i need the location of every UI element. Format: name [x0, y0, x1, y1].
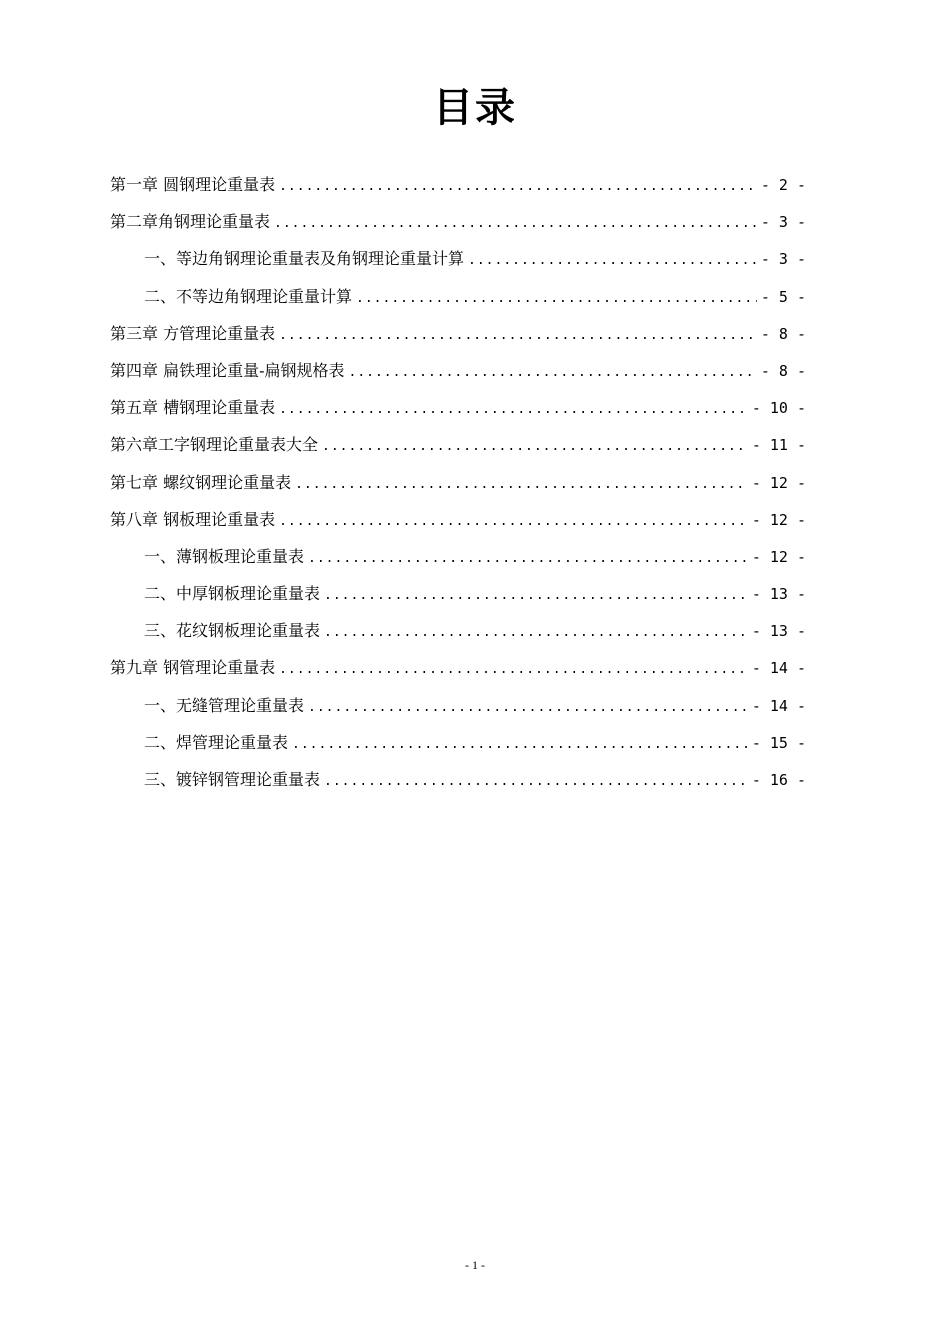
toc-entry-label: 第四章 扁铁理论重量-扁钢规格表 — [110, 360, 345, 380]
toc-dot-leader — [279, 391, 748, 428]
toc-dot-leader — [322, 428, 748, 465]
toc-entry-label: 三、镀锌钢管理论重量表 — [144, 770, 321, 789]
toc-dot-leader — [279, 503, 748, 540]
toc-entry-page: - 14 - — [751, 659, 806, 678]
toc-entry-page: - 5 - — [760, 287, 806, 306]
toc-entry-label: 一、无缝管理论重量表 — [144, 695, 305, 715]
toc-entry[interactable] — [110, 687, 806, 724]
toc-entry-label: 第七章 螺纹钢理论重量表 — [110, 472, 292, 492]
toc-entry[interactable] — [110, 166, 806, 203]
toc-dot-leader — [308, 540, 748, 577]
toc-entry[interactable] — [110, 426, 806, 463]
toc-dot-leader — [295, 466, 748, 503]
toc-entry-label: 第九章 钢管理论重量表 — [110, 658, 276, 678]
toc-entry-page: - 15 - — [751, 733, 806, 752]
toc-entry-label: 第二章角钢理论重量表 — [110, 212, 271, 232]
toc-entry[interactable] — [110, 538, 806, 575]
toc-entry[interactable] — [110, 240, 806, 277]
toc-entry-label: 第八章 钢板理论重量表 — [110, 509, 276, 529]
toc-entry[interactable] — [110, 649, 806, 686]
toc-entry-page: - 10 - — [751, 399, 806, 418]
toc-entry-page: - 13 - — [751, 622, 806, 641]
toc-dot-leader — [324, 614, 748, 651]
toc-entry[interactable] — [110, 724, 806, 761]
page-number-footer: - 1 - — [465, 1258, 485, 1272]
toc-entry-page: - 8 - — [760, 361, 806, 380]
toc-entry[interactable] — [110, 464, 806, 501]
toc-entry-label: 一、薄钢板理论重量表 — [144, 546, 305, 566]
toc-entry[interactable] — [110, 761, 806, 798]
toc-entry[interactable] — [110, 612, 806, 649]
toc-entry-page: - 12 - — [751, 473, 806, 492]
page-title: 目录 — [433, 85, 517, 131]
toc-entry-page: - 2 - — [760, 176, 806, 194]
toc-dot-leader — [279, 317, 757, 354]
toc-dot-leader — [274, 205, 757, 242]
toc-entry-page: - 12 - — [751, 547, 806, 566]
toc-entry-page: - 12 - — [751, 510, 806, 529]
toc-entry-page: - 13 - — [751, 585, 806, 604]
toc-entry-page: - 11 - — [751, 436, 806, 455]
toc-entry-label: 二、焊管理论重量表 — [144, 732, 289, 752]
toc-entry[interactable] — [110, 575, 806, 612]
toc-entry[interactable] — [110, 501, 806, 538]
toc-dot-leader — [324, 763, 748, 800]
toc-dot-leader — [292, 726, 748, 763]
toc-entry-page: - 8 - — [760, 324, 806, 343]
toc-dot-leader — [349, 354, 757, 391]
toc-entry-label: 第六章工字钢理论重量表大全 — [110, 435, 319, 455]
toc-dot-leader — [308, 689, 748, 726]
toc-dot-leader — [324, 577, 748, 614]
toc-entry-page: - 3 - — [760, 250, 806, 269]
toc-entry[interactable] — [110, 278, 806, 315]
toc-entry-label: 第五章 槽钢理论重量表 — [110, 398, 276, 418]
toc-entry-label: 第一章 圆钢理论重量表 — [110, 175, 276, 194]
toc-entry-page: - 3 - — [760, 213, 806, 232]
toc-entry-label: 二、中厚钢板理论重量表 — [144, 584, 321, 604]
toc-entry-label: 二、不等边角钢理论重量计算 — [144, 286, 353, 306]
toc-dot-leader — [279, 168, 757, 205]
toc-entry-page: - 16 - — [751, 771, 806, 789]
toc-entry-label: 一、等边角钢理论重量表及角钢理论重量计算 — [144, 249, 465, 269]
toc-entry[interactable] — [110, 203, 806, 240]
toc-entry-page: - 14 - — [751, 696, 806, 715]
table-of-contents — [110, 166, 806, 798]
toc-dot-leader — [279, 651, 748, 688]
toc-dot-leader — [468, 242, 757, 279]
toc-entry[interactable] — [110, 352, 806, 389]
toc-entry[interactable] — [110, 315, 806, 352]
toc-entry-label: 第三章 方管理论重量表 — [110, 323, 276, 343]
toc-entry[interactable] — [110, 389, 806, 426]
toc-dot-leader — [356, 280, 757, 317]
toc-entry-label: 三、花纹钢板理论重量表 — [144, 621, 321, 641]
